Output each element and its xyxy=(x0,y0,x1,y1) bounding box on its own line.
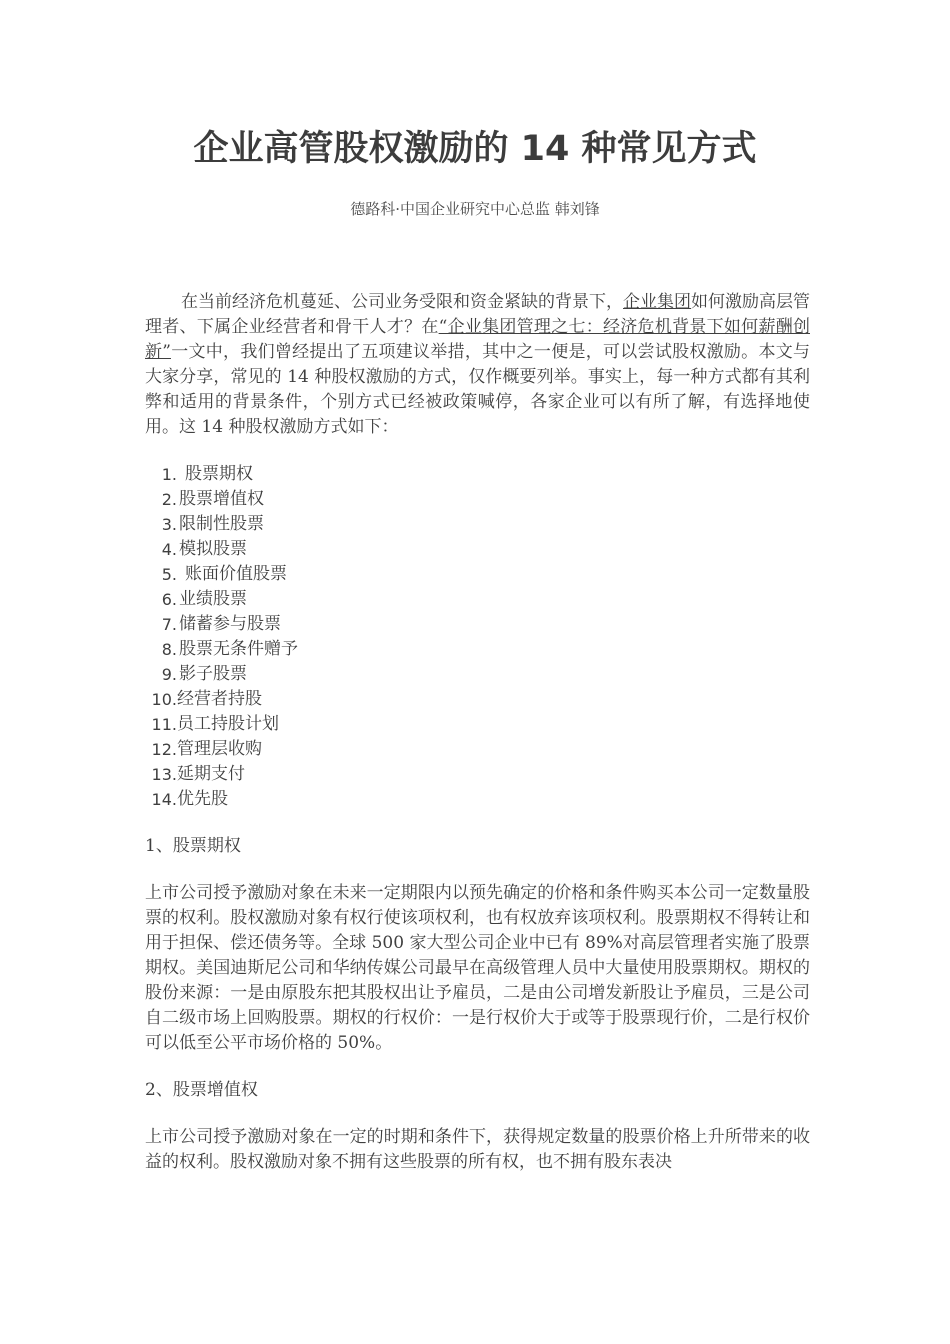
list-item-label: 管理层收购 xyxy=(177,739,262,759)
document-body xyxy=(145,290,810,1175)
list-item-label: 模拟股票 xyxy=(179,539,247,559)
list-item-number: 1. xyxy=(161,465,177,484)
list-item xyxy=(145,562,810,587)
document-author: 德路科·中国企业研究中心总监 韩刘锋 xyxy=(350,200,600,218)
method-list xyxy=(145,462,810,812)
list-item-label: 业绩股票 xyxy=(179,589,247,609)
list-item-number: 8. xyxy=(161,640,177,659)
list-item-label: 储蓄参与股票 xyxy=(179,614,281,634)
section-text-stock-appreciation-rights: 上市公司授予激励对象在一定的时期和条件下，获得规定数量的股票价格上升所带来的收益的权利。股权激励对象不拥有这些股票的所有权，也不拥有股东表决 xyxy=(145,1127,810,1172)
document-title: 企业高管股权激励的 14 种常见方式 xyxy=(193,129,757,169)
list-item xyxy=(145,662,810,687)
list-item-number: 5. xyxy=(161,565,177,584)
list-item xyxy=(145,587,810,612)
list-item-number: 12. xyxy=(151,740,177,759)
list-item xyxy=(145,612,810,637)
list-item-number: 2. xyxy=(161,490,177,509)
list-item-number: 3. xyxy=(161,515,177,534)
intro-text-1: 在当前经济危机蔓延、公司业务受限和资金紧缺的背景下， xyxy=(181,292,623,312)
list-item xyxy=(145,787,810,812)
link-enterprise-group[interactable]: 企业集团 xyxy=(623,292,691,312)
intro-text-2: 如何激励高层管理者、下属企业经营者和骨干人才？在 xyxy=(145,292,810,337)
list-item xyxy=(145,512,810,537)
list-item-number: 13. xyxy=(151,765,177,784)
section-heading-stock-options: 1、股票期权 xyxy=(145,836,241,856)
list-item-number: 9. xyxy=(161,665,177,684)
list-item-number: 11. xyxy=(151,715,177,734)
list-item-label: 优先股 xyxy=(177,789,228,809)
section-text-stock-options: 上市公司授予激励对象在未来一定期限内以预先确定的价格和条件购买本公司一定数量股票的权利。股权激励对象有权行使该项权利，也有权放弃该项权利。股票期权不得转让和用于担保、偿还债务等。全球 500 家大型公司企业中已有 89%对高层管理者实施了股票期权。美国迪斯尼公司和华纳传媒公司最早在高级管理人员中大量使用股票期权。期权的股份来源：一是由原股东把其股权出让予雇员，二是由公司增发新股让予雇员，三是公司自二级市场上回购股票。期权的行权价：一是行权价大于或等于股票现行价，二是行权价可以低至公平市场价格的 50%。 xyxy=(145,883,810,1053)
list-item-label: 经营者持股 xyxy=(177,689,262,709)
list-item-number: 4. xyxy=(161,540,177,559)
list-item xyxy=(145,637,810,662)
list-item-number: 14. xyxy=(151,790,177,809)
list-item xyxy=(145,712,810,737)
list-item-label: 股票无条件赠予 xyxy=(179,639,298,659)
link-related-article[interactable]: “企业集团管理之七：经济危机背景下如何薪酬创新” xyxy=(145,317,810,362)
section-heading-stock-appreciation-rights: 2、股票增值权 xyxy=(145,1080,258,1100)
list-item xyxy=(145,537,810,562)
list-item-label: 限制性股票 xyxy=(179,514,264,534)
intro-paragraph xyxy=(145,290,810,440)
list-item-label: 员工持股计划 xyxy=(177,714,279,734)
list-item-label: 股票期权 xyxy=(185,464,253,484)
intro-text-3: 一文中，我们曾经提出了五项建议举措，其中之一便是，可以尝试股权激励。本文与大家分享，常见的 14 种股权激励的方式，仅作概要列举。事实上，每一种方式都有其利弊和适用的背景条件，个别方式已经被政策喊停，各家企业可以有所了解，有选择地使用。这 14 种股权激励方式如下： xyxy=(145,342,810,437)
list-item xyxy=(145,737,810,762)
list-item xyxy=(145,687,810,712)
list-item xyxy=(145,487,810,512)
list-item-label: 股票增值权 xyxy=(179,489,264,509)
list-item-label: 影子股票 xyxy=(179,664,247,684)
list-item-label: 账面价值股票 xyxy=(185,564,287,584)
list-item-label: 延期支付 xyxy=(177,764,245,784)
list-item xyxy=(145,762,810,787)
list-item-number: 6. xyxy=(161,590,177,609)
list-item xyxy=(145,462,810,487)
list-item-number: 7. xyxy=(161,615,177,634)
list-item-number: 10. xyxy=(151,690,177,709)
